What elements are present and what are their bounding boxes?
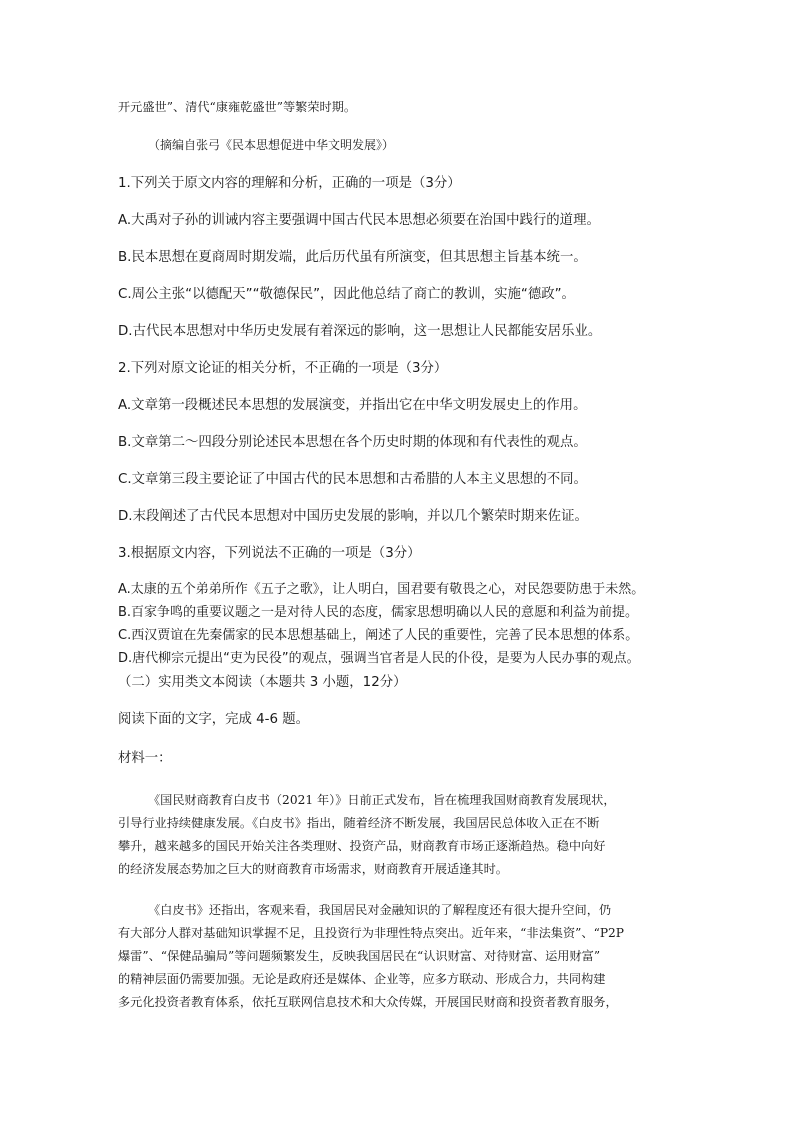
question-2-option-b: B.文章第二～四段分别论述民本思想在各个历史时期的体现和有代表性的观点。	[118, 435, 587, 450]
question-1-option-d: D.古代民本思想对中华历史发展有着深远的影响，这一思想让人民都能安居乐业。	[118, 324, 602, 339]
question-2-stem: 2.下列对原文论证的相关分析，不正确的一项是（3分）	[118, 361, 448, 376]
question-3-option-a: A.太康的五个弟弟所作《五子之歌》，让人明白，国君要有敬畏之心，对民怨要防患于未然。	[118, 582, 645, 597]
question-3-option-c: C.西汉贾谊在先秦儒家的民本思想基础上，阐述了人民的重要性，完善了民本思想的体系。	[118, 628, 639, 643]
material-paragraph-2-line: 的精神层面仍需要加强。无论是政府还是媒体、企业等，应多方联动、形成合力，共同构建	[118, 972, 606, 986]
section-heading: （二）实用类文本阅读（本题共 3 小题，12分）	[118, 675, 407, 690]
question-3-option-b: B.百家争鸣的重要议题之一是对待人民的态度，儒家思想明确以人民的意愿和利益为前提。	[118, 605, 639, 620]
material-paragraph-2-line: 《白皮书》还指出，客观来看，我国居民对金融知识的了解程度还有很大提升空间，仍	[148, 903, 612, 917]
question-3-option-d: D.唐代柳宗元提出“吏为民役”的观点，强调当官者是人民的仆役，是要为人民办事的观点。	[118, 651, 640, 666]
question-1-option-b: B.民本思想在夏商周时期发端，此后历代虽有所演变，但其思想主旨基本统一。	[118, 250, 587, 265]
material-paragraph-2-line: 有大部分人群对基础知识掌握不足，且投资行为非理性特点突出。近年来，“非法集资”、“P2P	[118, 926, 624, 940]
question-2-option-d: D.末段阐述了古代民本思想对中国历史发展的影响，并以几个繁荣时期来佐证。	[118, 509, 588, 524]
material-paragraph-1-line: 的经济发展态势加之巨大的财商教育市场需求，财商教育开展适逢其时。	[118, 862, 508, 876]
question-1-option-a: A.大禹对子孙的训诫内容主要强调中国古代民本思想必须要在治国中践行的道理。	[118, 213, 600, 228]
reading-instruction: 阅读下面的文字，完成 4-6 题。	[118, 712, 310, 727]
material-paragraph-2-line: 多元化投资者教育体系，依托互联网信息技术和大众传媒，开展国民财商和投资者教育服务，	[118, 995, 618, 1009]
material-label: 材料一：	[118, 751, 172, 766]
question-3-stem: 3.根据原文内容，下列说法不正确的一项是（3分）	[118, 546, 421, 561]
material-paragraph-1-line: 引导行业持续健康发展。《白皮书》指出，随着经济不断发展，我国居民总体收入正在不断	[118, 816, 600, 830]
source-note: （摘编自张弓《民本思想促进中华文明发展》）	[148, 138, 395, 152]
material-paragraph-2-line: 爆雷”、“保健品骗局”等问题频繁发生，反映我国居民在“认识财富、对待财富、运用财富”	[118, 949, 601, 963]
question-2-option-c: C.文章第三段主要论证了中国古代的民本思想和古希腊的人本主义思想的不同。	[118, 472, 587, 487]
material-paragraph-1-line: 《国民财商教育白皮书（2021 年）》日前正式发布，旨在梳理我国财商教育发展现状，	[148, 793, 616, 807]
question-1-option-c: C.周公主张“以德配天”“敬德保民”，因此他总结了商亡的教训，实施“德政”。	[118, 287, 575, 302]
material-paragraph-1-line: 攀升，越来越多的国民开始关注各类理财、投资产品，财商教育市场正逐渐趋热。稳中向好	[118, 839, 606, 853]
question-1-stem: 1.下列关于原文内容的理解和分析，正确的一项是（3分）	[118, 176, 461, 191]
question-2-option-a: A.文章第一段概述民本思想的发展演变，并指出它在中华文明发展史上的作用。	[118, 398, 587, 413]
passage-continuation: 开元盛世”、清代“康雍乾盛世”等繁荣时期。	[118, 100, 357, 114]
